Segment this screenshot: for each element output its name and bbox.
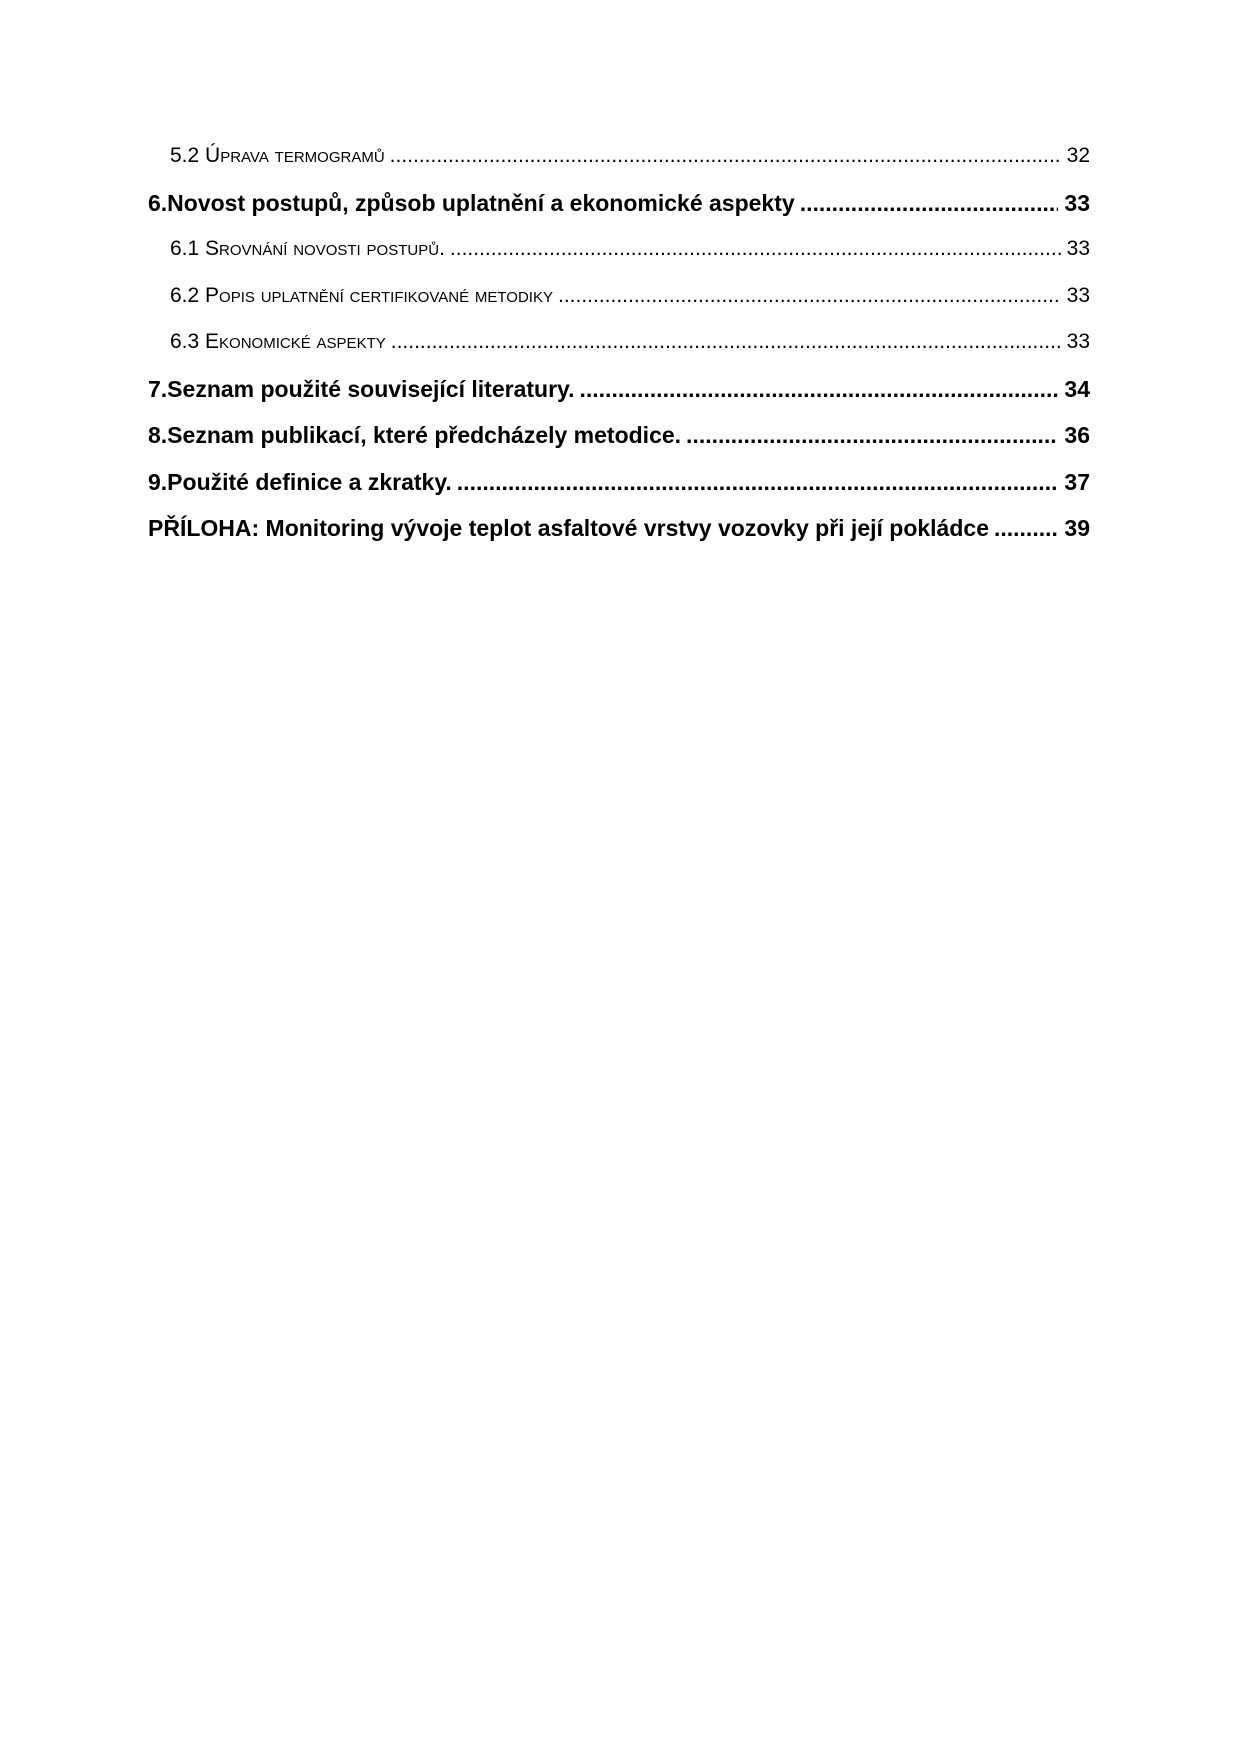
toc-entry-7[interactable]	[148, 366, 1090, 413]
toc-page-number: 37	[1064, 468, 1090, 495]
toc-page-number: 32	[1066, 144, 1090, 167]
toc-entry-8[interactable]	[148, 412, 1090, 459]
toc-entry-label: 7.Seznam použité související literatury.	[148, 375, 575, 402]
leader-dots	[800, 180, 1059, 227]
toc-entry-6-1[interactable]	[148, 226, 1090, 273]
toc-page-number: 34	[1064, 375, 1090, 402]
toc-page-number: 33	[1064, 189, 1090, 216]
toc-entry-label: 8.Seznam publikací, které předcházely metodice.	[148, 422, 682, 448]
toc-entry-6[interactable]	[148, 180, 1090, 227]
toc-entry-label: 5.2 Úprava termogramů	[170, 144, 385, 167]
leader-dots	[390, 133, 1061, 180]
toc-page-number: 36	[1064, 422, 1090, 448]
toc-entry-priloha[interactable]	[148, 505, 1090, 552]
toc-page-number: 33	[1066, 237, 1090, 260]
leader-dots	[391, 319, 1061, 366]
toc-entry-6-2[interactable]	[148, 273, 1090, 320]
toc-entry-label: 6.2 Popis uplatnění certifikované metodiky	[170, 283, 553, 307]
toc-page-number: 33	[1066, 330, 1090, 353]
leader-dots	[457, 459, 1059, 506]
toc-entry-9[interactable]	[148, 459, 1090, 506]
toc-entry-5-2[interactable]	[148, 133, 1090, 180]
leader-dots	[994, 505, 1058, 552]
leader-dots	[558, 273, 1061, 320]
leader-dots	[580, 366, 1059, 413]
toc-entry-label: 6.Novost postupů, způsob uplatnění a ekonomické aspekty	[148, 189, 795, 216]
toc-page-number: 39	[1064, 515, 1090, 541]
leader-dots	[450, 226, 1061, 273]
toc-entry-label: 6.1 Srovnání novosti postupů.	[170, 237, 445, 260]
toc-entry-6-3[interactable]	[148, 319, 1090, 366]
toc-entry-label: 6.3 Ekonomické aspekty	[170, 330, 386, 353]
toc-page-number: 33	[1066, 283, 1090, 307]
toc-entry-label: PŘÍLOHA: Monitoring vývoje teplot asfaltové vrstvy vozovky při její pokládce	[148, 515, 989, 541]
table-of-contents	[148, 133, 1090, 552]
leader-dots	[686, 412, 1058, 459]
toc-entry-label: 9.Použité definice a zkratky.	[148, 468, 452, 495]
